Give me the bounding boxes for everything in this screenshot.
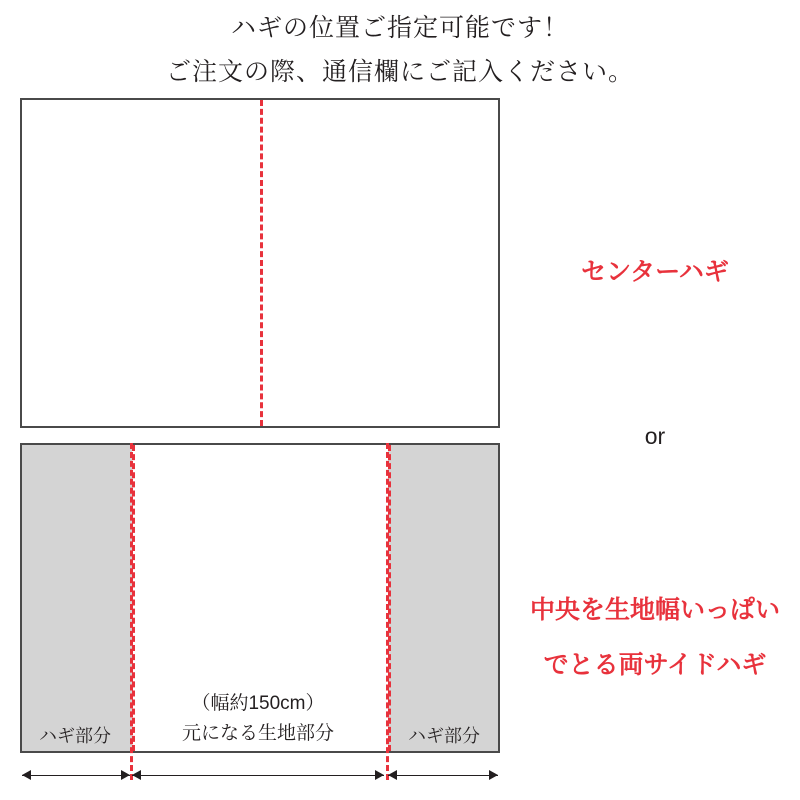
right-seam-fill (388, 445, 498, 751)
side-seam-annotation-line-1: 中央を生地幅いっぱい (529, 596, 780, 624)
arrow-left-icon (388, 770, 397, 780)
arrow-right-icon (121, 770, 130, 780)
left-seam-label: ハギ部分 (39, 726, 111, 746)
width-note-label: （幅約150cm） (191, 693, 325, 714)
arrow-left-icon (132, 770, 141, 780)
left-seam-measure-ruler (22, 768, 130, 784)
ruler-bar (132, 775, 384, 776)
left-seam-extension-line (130, 443, 133, 780)
or-separator-label: or (644, 423, 666, 449)
right-seam-label: ハギ部分 (408, 726, 480, 746)
side-seam-annotation-line-2: でとる両サイドハギ (543, 651, 767, 679)
arrow-right-icon (489, 770, 498, 780)
center-seam-annotation: センターハギ (581, 258, 729, 286)
ruler-bar (388, 775, 498, 776)
left-seam-fill (22, 445, 132, 751)
base-fabric-label: 元になる生地部分 (181, 723, 334, 744)
ruler-bar (22, 775, 130, 776)
base-fabric-measure-ruler (132, 768, 384, 784)
arrow-left-icon (22, 770, 31, 780)
arrow-right-icon (375, 770, 384, 780)
center-seam-panel (20, 98, 500, 428)
heading-line-2: ご注文の際、通信欄にご記入ください。 (165, 58, 634, 86)
right-seam-extension-line (386, 443, 389, 780)
right-seam-measure-ruler (388, 768, 498, 784)
heading-line-1: ハギの位置ご指定可能です！ (230, 14, 569, 42)
center-seam-dashed-line (260, 100, 263, 426)
